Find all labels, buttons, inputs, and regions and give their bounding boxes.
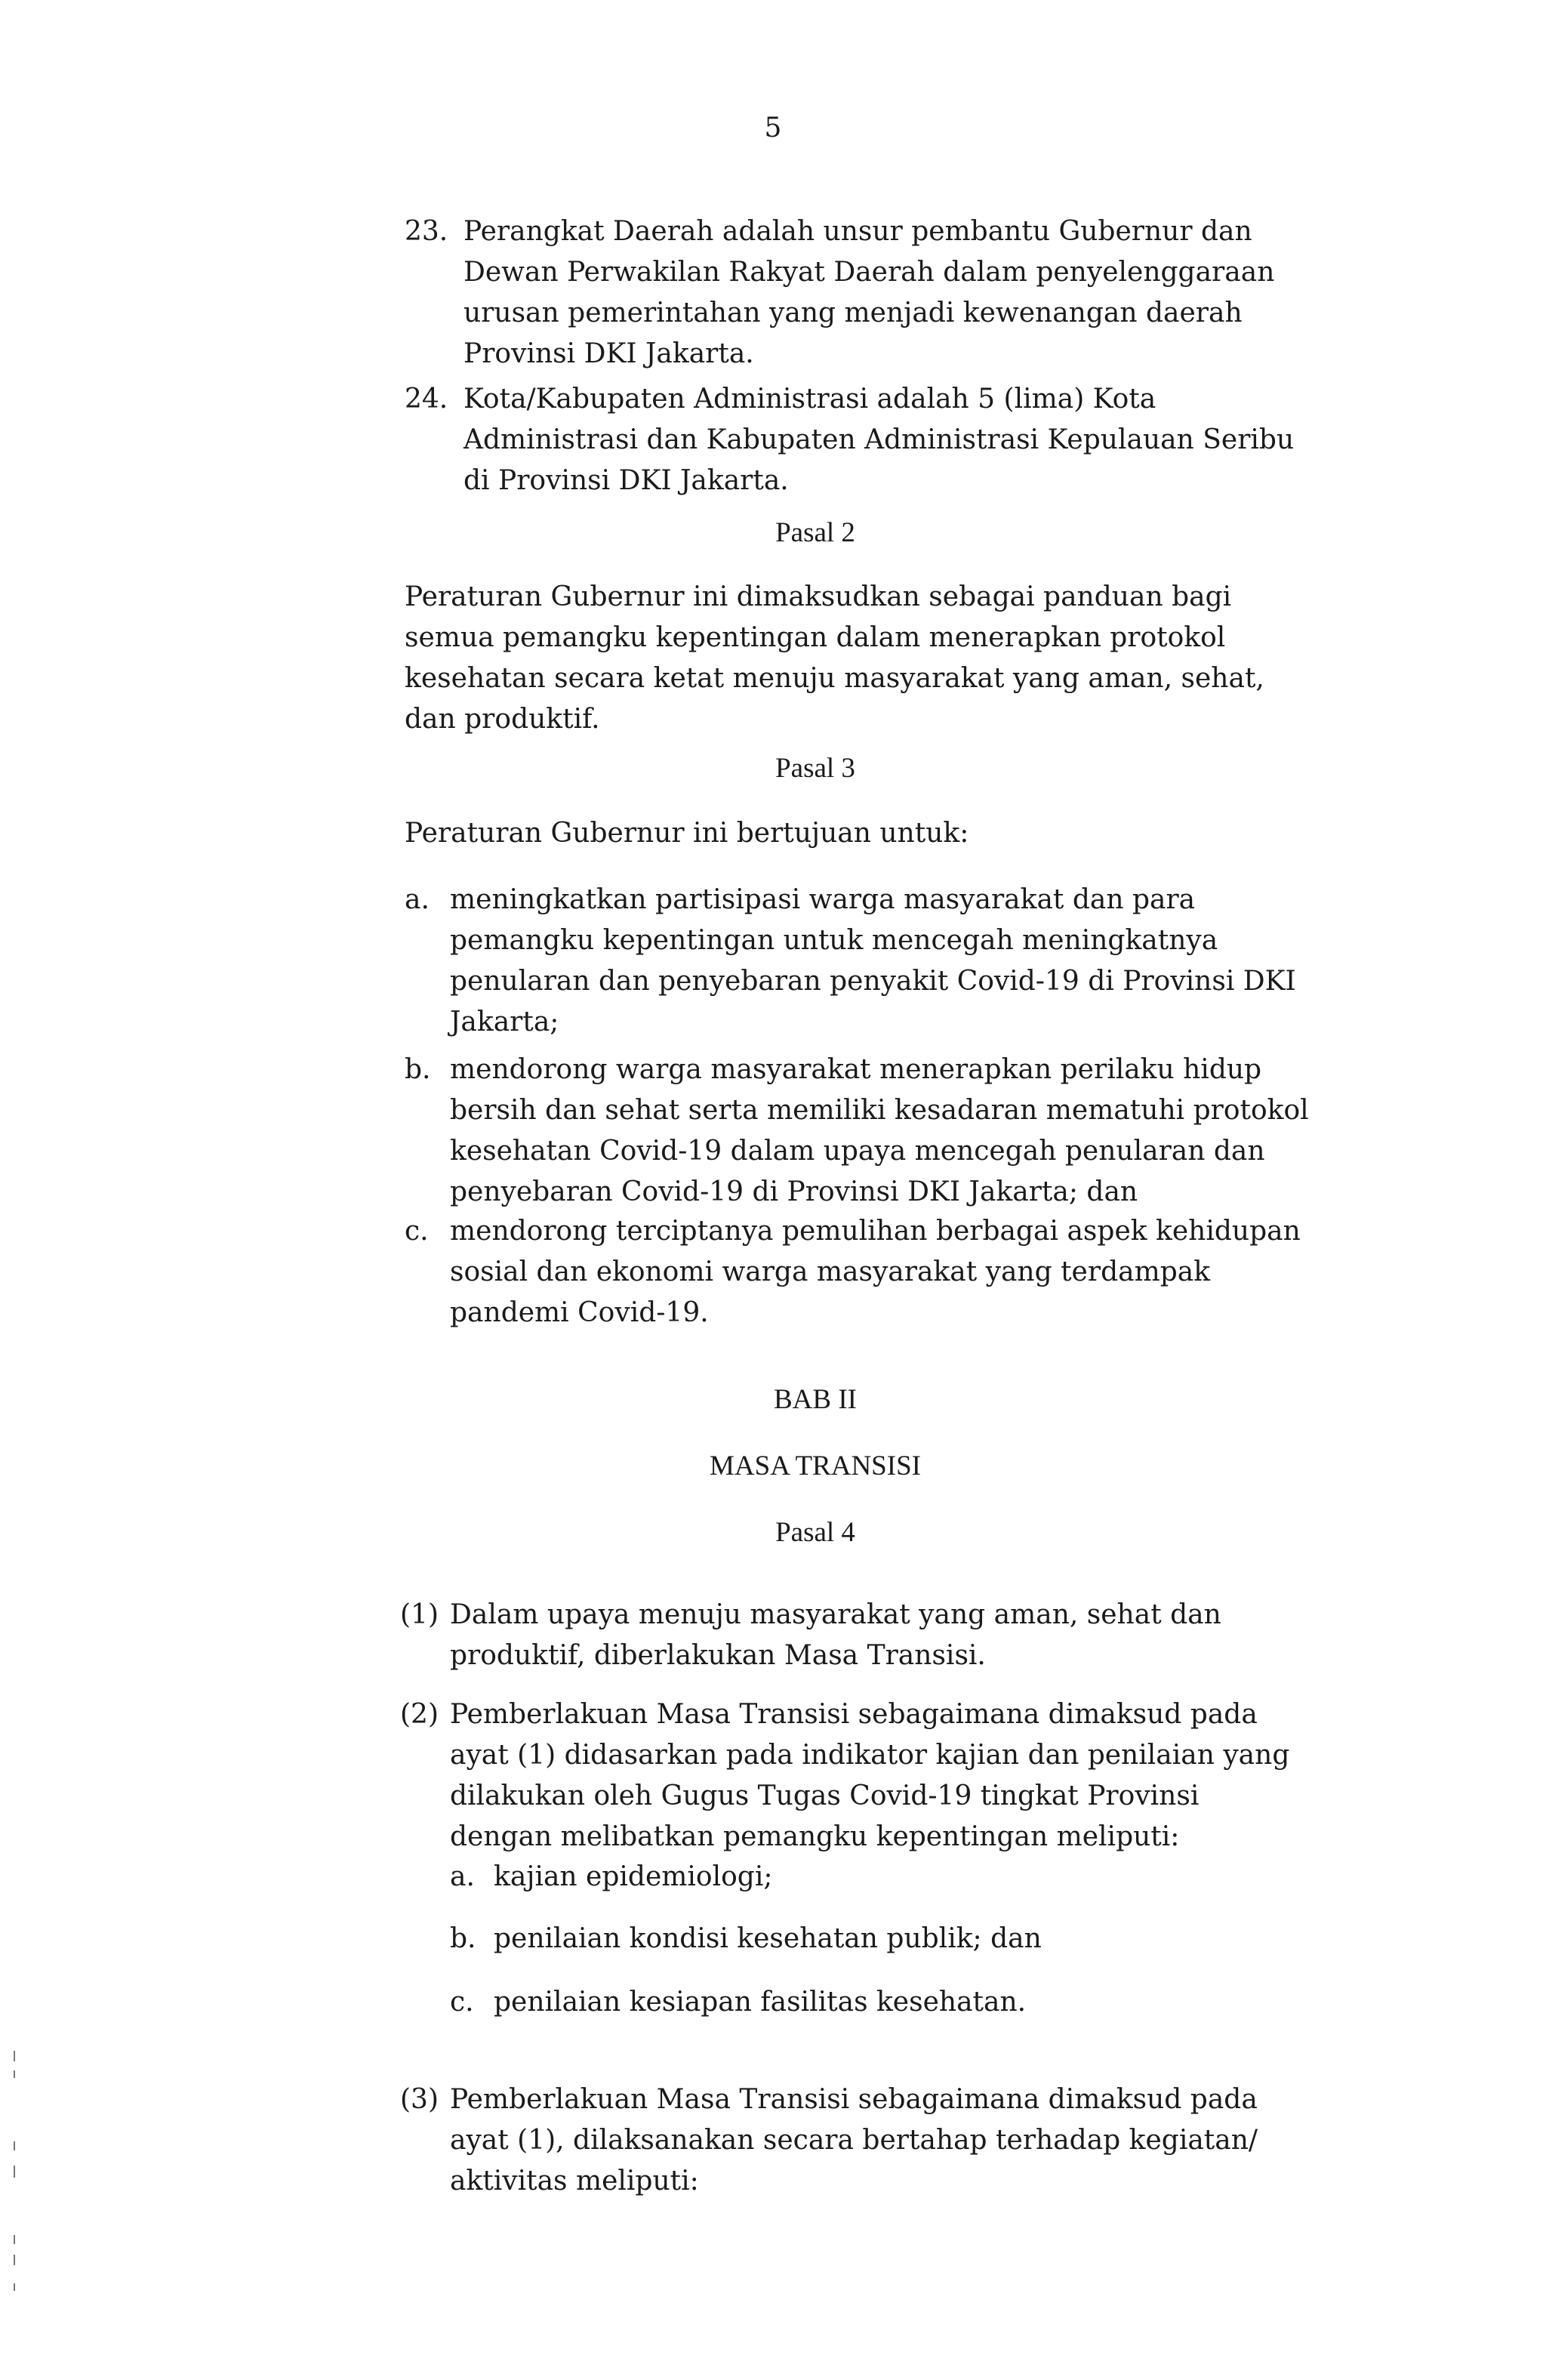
- item-line: kesehatan Covid-19 dalam upaya mencegah penularan dan: [450, 1136, 1265, 1167]
- scan-mark: [14, 2051, 15, 2061]
- item-letter: b.: [405, 1054, 431, 1085]
- definition-line: urusan pemerintahan yang menjadi kewenangan daerah: [463, 298, 1243, 328]
- page-number: 5: [764, 113, 782, 143]
- item-line: sosial dan ekonomi warga masyarakat yang terdampak: [450, 1256, 1211, 1287]
- item-line: mendorong terciptanya pemulihan berbagai aspek kehidupan: [450, 1216, 1301, 1247]
- paragraph-line: kesehatan secara ketat menuju masyarakat yang aman, sehat,: [405, 663, 1264, 694]
- pasal-4-ayat-3: [450, 2079, 1365, 2202]
- definition-number: 24.: [405, 384, 448, 415]
- ayat-line: ayat (1), dilaksanakan secara bertahap terhadap kegiatan/: [450, 2125, 1258, 2156]
- ayat-line: Pemberlakuan Masa Transisi sebagaimana dimaksud pada: [450, 1699, 1258, 1730]
- ayat-line: aktivitas meliputi:: [450, 2166, 699, 2197]
- definition-line: di Provinsi DKI Jakarta.: [463, 465, 789, 496]
- item-line: meningkatkan partisipasi warga masyarakat dan para: [450, 884, 1196, 915]
- pasal-2-body: [405, 577, 1365, 740]
- ayat-line: produktif, diberlakukan Masa Transisi.: [450, 1640, 986, 1671]
- item-line: Jakarta;: [450, 1007, 559, 1037]
- subitem-text: kajian epidemiologi;: [494, 1861, 773, 1892]
- item-line: pemangku kepentingan untuk mencegah meningkatnya: [450, 925, 1218, 956]
- item-line: penyebaran Covid-19 di Provinsi DKI Jakarta; dan: [450, 1176, 1138, 1207]
- pasal-4-ayat-2: [450, 1694, 1365, 1857]
- definition-number: 23.: [405, 216, 448, 247]
- pasal-3-item-b: [450, 1050, 1365, 1213]
- item-letter: c.: [405, 1216, 429, 1247]
- ayat-line: dilakukan oleh Gugus Tugas Covid-19 tingkat Provinsi: [450, 1780, 1200, 1811]
- item-line: mendorong warga masyarakat menerapkan perilaku hidup: [450, 1054, 1262, 1085]
- definition-line: Kota/Kabupaten Administrasi adalah 5 (lima) Kota: [463, 384, 1156, 415]
- scan-mark: [14, 2070, 15, 2078]
- item-line: penularan dan penyebaran penyakit Covid-19 di Provinsi DKI: [450, 966, 1296, 997]
- ayat-line: Pemberlakuan Masa Transisi sebagaimana dimaksud pada: [450, 2084, 1258, 2115]
- pasal-2-heading: Pasal 2: [775, 517, 855, 548]
- scan-mark: [14, 2255, 15, 2265]
- pasal-3-item-a: [450, 880, 1365, 1043]
- definition-line: Dewan Perwakilan Rakyat Daerah dalam penyelenggaraan: [463, 257, 1275, 288]
- pasal-3-intro: Peraturan Gubernur ini bertujuan untuk:: [405, 818, 969, 849]
- chapter-title: MASA TRANSISI: [710, 1451, 921, 1481]
- scan-mark: [14, 2141, 15, 2150]
- ayat-line: dengan melibatkan pemangku kepentingan meliputi:: [450, 1821, 1180, 1852]
- paragraph-line: dan produktif.: [405, 704, 600, 735]
- ayat-number: (1): [400, 1599, 439, 1630]
- subitem-text: penilaian kondisi kesehatan publik; dan: [494, 1923, 1042, 1954]
- ayat-line: ayat (1) didasarkan pada indikator kajian dan penilaian yang: [450, 1740, 1290, 1771]
- pasal-3-heading: Pasal 3: [775, 753, 855, 784]
- subitem-letter: b.: [450, 1923, 476, 1954]
- subitem-text: penilaian kesiapan fasilitas kesehatan.: [494, 1987, 1027, 2018]
- chapter-number: BAB II: [774, 1384, 857, 1415]
- ayat-number: (3): [400, 2084, 439, 2115]
- definition-line: Administrasi dan Kabupaten Administrasi Kepulauan Seribu: [463, 424, 1295, 455]
- pasal-4-ayat-1: [450, 1595, 1365, 1676]
- definition-line: Provinsi DKI Jakarta.: [463, 338, 754, 369]
- pasal-3-item-c: [450, 1211, 1365, 1333]
- definition-line: Perangkat Daerah adalah unsur pembantu Gubernur dan: [463, 216, 1252, 247]
- ayat-number: (2): [400, 1699, 439, 1730]
- scan-mark: [14, 2283, 15, 2291]
- scan-mark: [14, 2166, 15, 2178]
- definition-23: [463, 211, 1365, 375]
- subitem-letter: a.: [450, 1861, 475, 1892]
- paragraph-line: semua pemangku kepentingan dalam menerapkan protokol: [405, 622, 1226, 653]
- subitem-letter: c.: [450, 1987, 474, 2018]
- scan-mark: [14, 2235, 15, 2244]
- definition-24: [463, 379, 1365, 501]
- pasal-4-heading: Pasal 4: [775, 1517, 855, 1548]
- item-line: pandemi Covid-19.: [450, 1297, 709, 1328]
- ayat-line: Dalam upaya menuju masyarakat yang aman, sehat dan: [450, 1599, 1221, 1630]
- item-letter: a.: [405, 884, 430, 915]
- paragraph-line: Peraturan Gubernur ini dimaksudkan sebagai panduan bagi: [405, 581, 1232, 612]
- item-line: bersih dan sehat serta memiliki kesadaran mematuhi protokol: [450, 1095, 1309, 1126]
